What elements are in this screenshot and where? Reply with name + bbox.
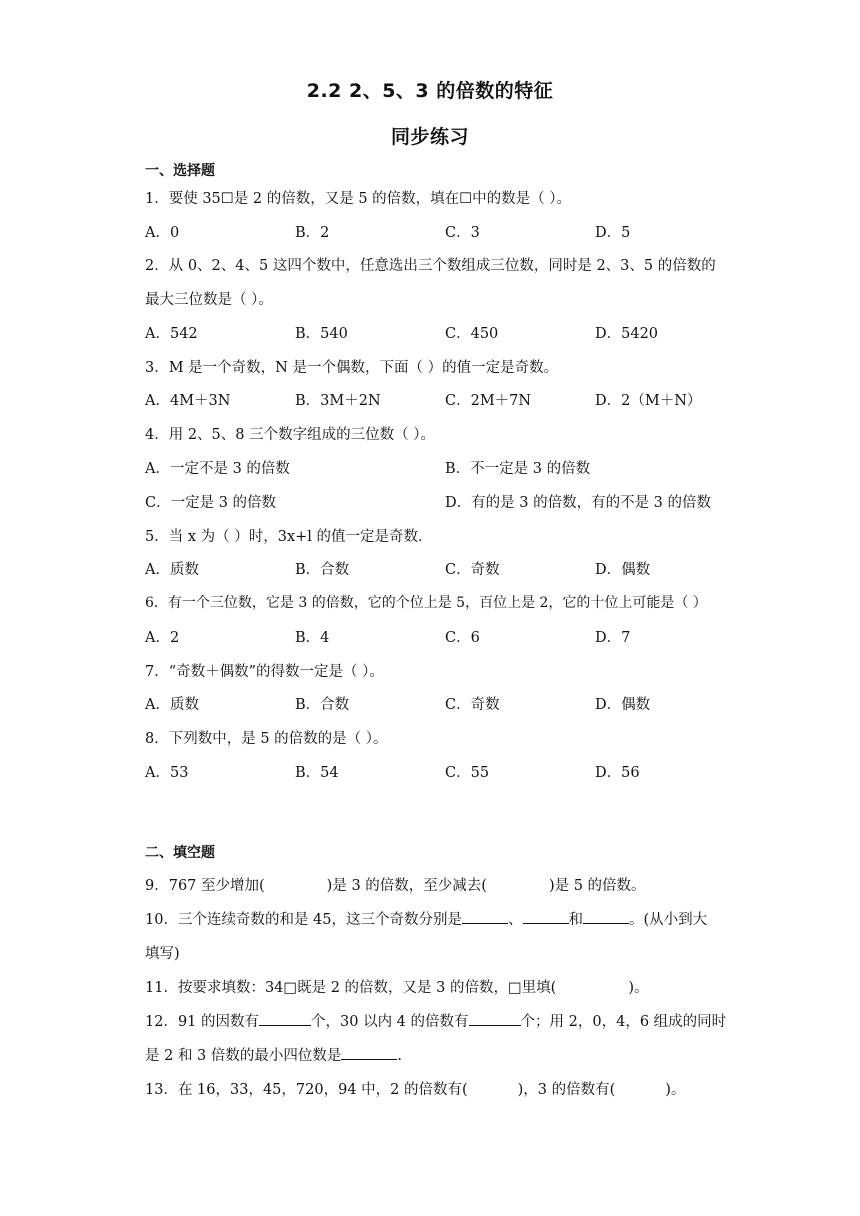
q3-option-c: C．2M＋7N xyxy=(445,393,532,409)
q12-part-2: 个，30 以内 4 的倍数有 xyxy=(311,1014,469,1030)
q5-option-d: D．偶数 xyxy=(595,562,651,578)
q10-sep-2: 和 xyxy=(568,912,584,928)
q1-option-b: B．2 xyxy=(295,225,330,241)
question-12 xyxy=(145,1010,726,1031)
q2-option-c: C．450 xyxy=(445,326,499,342)
q3-option-d: D．2（M＋N） xyxy=(595,393,702,409)
question-4: 4．用 2、5、8 三个数字组成的三位数（ ）。 xyxy=(145,427,435,443)
section-heading-choice: 一、选择题 xyxy=(145,163,215,179)
q11-part-1: 11．按要求填数：34□既是 2 的倍数，又是 3 的倍数，□里填( xyxy=(145,980,557,996)
q6-option-a: A．2 xyxy=(145,630,180,646)
q6-option-c: C．6 xyxy=(445,630,480,646)
q12-blank-3 xyxy=(341,1045,397,1060)
q10-part-1: 10．三个连续奇数的和是 45，这三个奇数分别是 xyxy=(145,912,463,928)
q10-part-3: 。(从小到大 xyxy=(629,912,708,928)
question-2-line-2: 最大三位数是（ ）。 xyxy=(145,292,273,308)
q11-part-2: )。 xyxy=(628,980,649,996)
q2-option-b: B．540 xyxy=(295,326,348,342)
q4-option-a: A．一定不是 3 的倍数 xyxy=(145,461,290,477)
q12-line2-part-1: 是 2 和 3 倍数的最小四位数是 xyxy=(145,1048,342,1064)
q10-blank-2 xyxy=(523,909,569,924)
q9-part-2: )是 3 的倍数，至少减去( xyxy=(326,878,487,894)
q12-part-3: 个；用 2，0，4，6 组成的同时 xyxy=(520,1014,727,1030)
question-2-line-1: 2．从 0、2、4、5 这四个数中，任意选出三个数组成三位数，同时是 2、3、5 的倍数的 xyxy=(145,258,716,274)
q6-option-d: D．7 xyxy=(595,630,631,646)
q4-option-c: C．一定是 3 的倍数 xyxy=(145,495,277,511)
q3-option-b: B．3M＋2N xyxy=(295,393,381,409)
q7-option-c: C．奇数 xyxy=(445,697,500,713)
q13-part-1: 13．在 16，33，45，720，94 中，2 的倍数有( xyxy=(145,1082,468,1098)
question-12-line-2 xyxy=(145,1044,402,1065)
q9-part-1: 9．767 至少增加( xyxy=(145,878,265,894)
q5-option-c: C．奇数 xyxy=(445,562,500,578)
q12-blank-2 xyxy=(469,1011,521,1026)
q3-option-a: A．4M＋3N xyxy=(145,393,231,409)
q12-blank-1 xyxy=(259,1011,311,1026)
q2-option-d: D．5420 xyxy=(595,326,659,342)
q9-part-3: )是 5 的倍数。 xyxy=(548,878,646,894)
q7-option-d: D．偶数 xyxy=(595,697,651,713)
q4-option-d: D．有的是 3 的倍数，有的不是 3 的倍数 xyxy=(445,495,712,511)
question-10 xyxy=(145,908,707,929)
q13-part-3: )。 xyxy=(665,1082,686,1098)
q13-part-2: )，3 的倍数有( xyxy=(517,1082,616,1098)
q10-blank-3 xyxy=(583,909,629,924)
q1-option-d: D．5 xyxy=(595,225,631,241)
question-1: 1．要使 35☐是 2 的倍数，又是 5 的倍数，填在☐中的数是（ ）。 xyxy=(145,191,572,207)
q8-option-c: C．55 xyxy=(445,765,490,781)
question-10-line-2: 填写) xyxy=(145,946,180,962)
q12-line2-part-2: . xyxy=(397,1048,402,1064)
question-13 xyxy=(145,1078,685,1099)
q4-option-b: B．不一定是 3 的倍数 xyxy=(445,461,591,477)
q1-option-a: A．0 xyxy=(145,225,180,241)
q8-option-d: D．56 xyxy=(595,765,640,781)
question-6: 6．有一个三位数，它是 3 的倍数，它的个位上是 5，百位上是 2，它的十位上可能是（ ） xyxy=(145,595,707,611)
q8-option-a: A．53 xyxy=(145,765,189,781)
question-11 xyxy=(145,976,649,997)
q12-part-1: 12．91 的因数有 xyxy=(145,1014,260,1030)
section-heading-fill-in: 二、填空题 xyxy=(145,845,215,861)
q6-option-b: B．4 xyxy=(295,630,330,646)
q5-option-b: B．合数 xyxy=(295,562,350,578)
q5-option-a: A．质数 xyxy=(145,562,199,578)
question-3: 3．M 是一个奇数，N 是一个偶数，下面（ ）的值一定是奇数。 xyxy=(145,360,559,376)
q10-sep-1: 、 xyxy=(508,912,523,928)
page-subtitle: 同步练习 xyxy=(390,126,469,148)
question-8: 8．下列数中，是 5 的倍数的是（ ）。 xyxy=(145,731,388,747)
q7-option-b: B．合数 xyxy=(295,697,350,713)
q7-option-a: A．质数 xyxy=(145,697,199,713)
question-5: 5．当 x 为（ ）时，3x+l 的值一定是奇数． xyxy=(145,529,433,545)
question-9 xyxy=(145,874,646,895)
question-7: 7．“奇数＋偶数”的得数一定是（ ）。 xyxy=(145,664,384,680)
q1-option-c: C．3 xyxy=(445,225,480,241)
q2-option-a: A．542 xyxy=(145,326,198,342)
q10-blank-1 xyxy=(462,909,508,924)
page-title: 2.2 2、5、3 的倍数的特征 xyxy=(306,80,554,102)
q8-option-b: B．54 xyxy=(295,765,339,781)
